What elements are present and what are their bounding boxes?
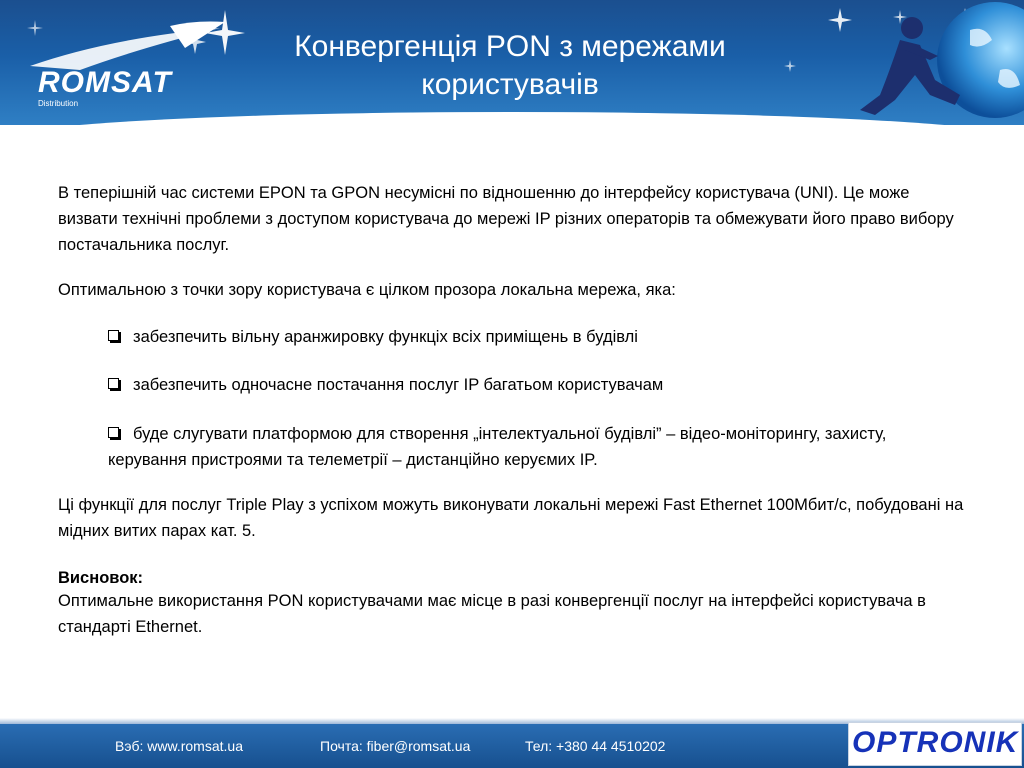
logo-text: ROMSAT [38,66,172,99]
conclusion-text: Оптимальне використання PON користувачами має місце в разі конвергенції послуг на інтерфейсі користувача в стандарті Ethernet. [58,592,926,636]
person-globe-illustration [820,0,1024,125]
title-line-1: Конвергенція PON з мережами [294,30,726,63]
list-item-text: буде слугувати платформою для створення „інтелектуальної будівлі” – відео-моніторингу, захисту, керування пристроями та телеметрії – дистанційно керуємих IP. [108,425,887,469]
optronik-logo: OPTRONIK [852,726,1019,759]
conclusion-heading: Висновок: [58,569,144,587]
title-line-2: користувачів [421,68,599,101]
paragraph-optimal: Оптимальною з точки зору користувача є цілком прозора локальна мережа, яка: [58,281,676,299]
slide-title [230,28,790,104]
checkbox-bullet-icon [108,378,119,389]
logo-subtitle: Distribution [38,99,79,108]
list-item-text: забезпечить одночасне постачання послуг IP багатьом користувачам [133,376,664,394]
list-item-text: забезпечить вільну аранжировку функцiх всіх приміщень в будівлі [133,328,638,346]
footer-phone: Тел: +380 44 4510202 [525,738,666,754]
header-banner [0,0,1024,125]
footer-email[interactable]: Почта: fiber@romsat.ua [320,738,471,754]
list-item [108,324,938,350]
paragraph-triple-play: Ці функції для послуг Triple Play з успіхом можуть виконувати локальні мережі Fast Ethernet 100Мбит/с, побудовані на мідних витих парах кат. 5. [58,496,964,540]
list-item [108,421,938,473]
checkbox-bullet-icon [108,427,119,438]
paragraph-intro: В теперішній час системи EPON та GPON несумісні по відношенню до інтерфейсу користувача (UNI). Це може визвати технічні проблеми з доступом користувача до мережі IP різних операторів та обмежувати його право вибору постачальника послуг. [58,184,954,254]
footer-website[interactable]: Вэб: www.romsat.ua [115,738,243,754]
list-item [108,372,938,398]
checkbox-bullet-icon [108,330,119,341]
